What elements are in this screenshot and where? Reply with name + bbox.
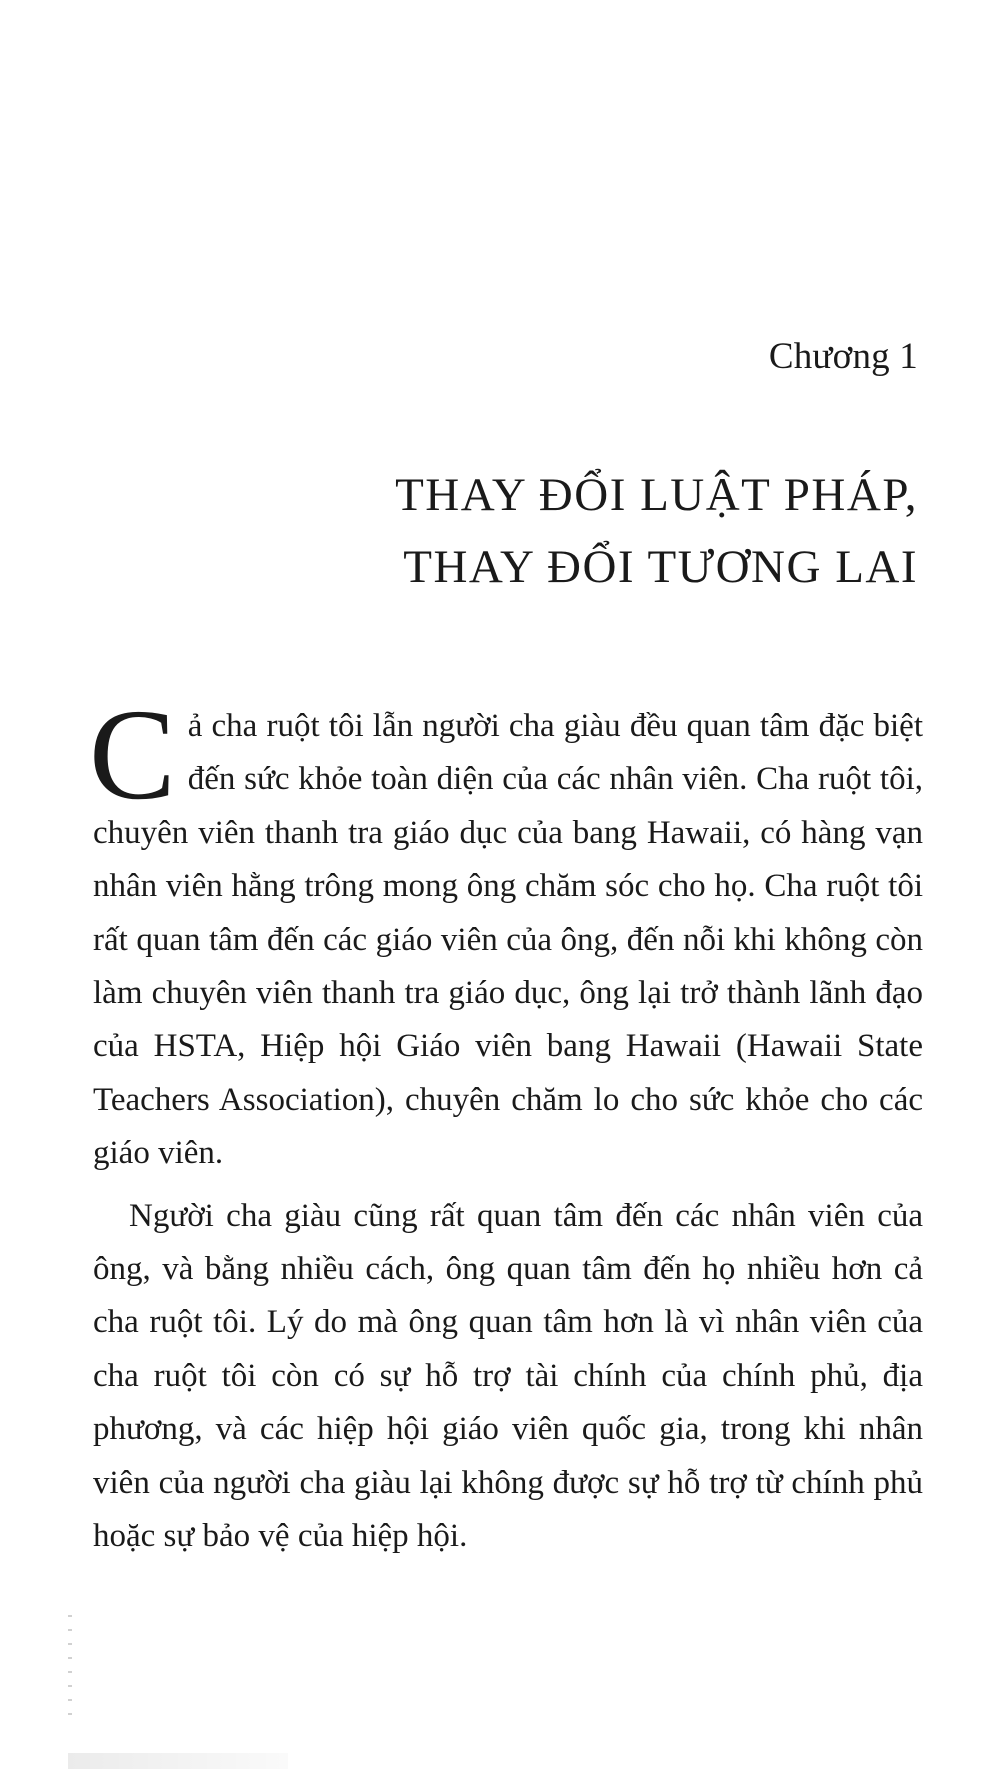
scan-artifact [68,1615,72,1725]
drop-cap: C [89,683,176,827]
chapter-title [395,459,918,603]
chapter-title-line-2: THAY ĐỔI TƯƠNG LAI [403,541,918,593]
scan-shadow [68,1753,288,1769]
paragraph-1 [89,683,923,1181]
chapter-title-line-1: THAY ĐỔI LUẬT PHÁP, [395,469,918,521]
paragraph-1-text: ả cha ruột tôi lẫn người cha giàu đều quan tâm đặc biệt đến sức khỏe toàn diện của các nhân viên. Cha ruột tôi, chuyên viên thanh tra giáo dục của bang Hawaii, có hàng vạn nhân viên hằng trông mong ông chăm sóc cho họ. Cha ruột tôi rất quan tâm đến các giáo viên của ông, đến nỗi khi không còn làm chuyên viên thanh tra giáo dục, ông lại trở thành lãnh đạo của HSTA, Hiệp hội Giáo viên bang Hawaii (Hawaii State Teachers Association), chuyên chăm lo cho sức khỏe cho các giáo viên. [93,708,923,1172]
chapter-label: Chương 1 [768,336,918,377]
body-text [89,683,923,1564]
paragraph-2: Người cha giàu cũng rất quan tâm đến các nhân viên của ông, và bằng nhiều cách, ông quan tâm đến họ nhiều hơn cả cha ruột tôi. Lý do mà ông quan tâm hơn là vì nhân viên của cha ruột tôi còn có sự hỗ trợ tài chính của chính phủ, địa phương, và các hiệp hội giáo viên quốc gia, trong khi nhân viên của người cha giàu lại không được sự hỗ trợ từ chính phủ hoặc sự bảo vệ của hiệp hội. [93,1197,923,1555]
